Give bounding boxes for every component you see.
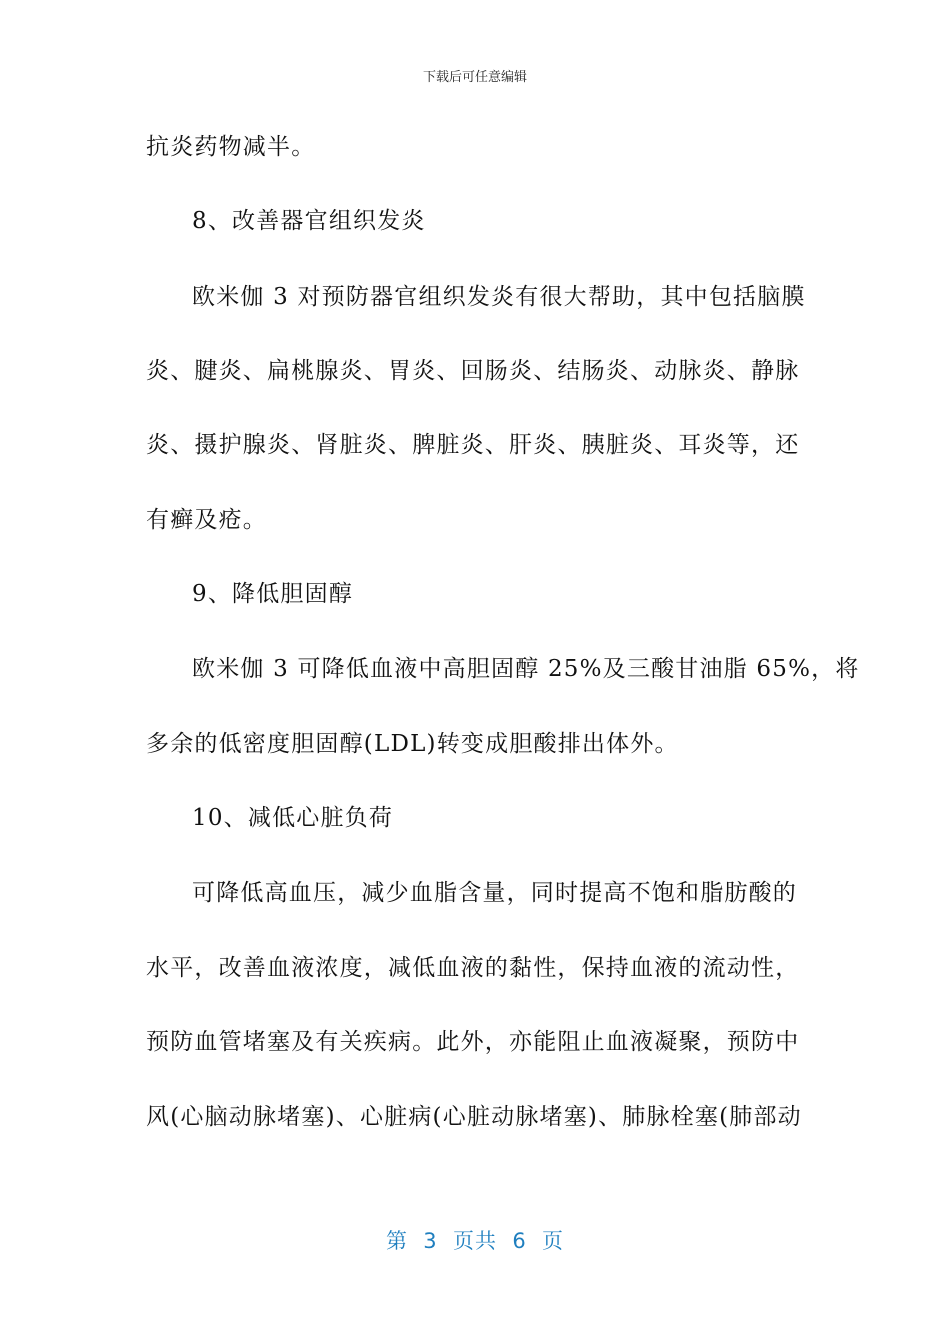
paragraph-line: 有癣及疮。 bbox=[146, 507, 267, 533]
paragraph-line: 炎、腱炎、扁桃腺炎、胃炎、回肠炎、结肠炎、动脉炎、静脉 bbox=[146, 358, 800, 384]
text-line: 抗炎药物减半。 bbox=[146, 134, 316, 160]
paragraph-line: 水平，改善血液浓度，减低血液的黏性，保持血液的流动性， bbox=[146, 955, 800, 981]
page-number-footer: 第 3 页共 6 页 bbox=[385, 1229, 565, 1253]
paragraph-line: 欧米伽 3 可降低血液中高胆固醇 25%及三酸甘油脂 65%，将 bbox=[192, 656, 860, 682]
page-header: 下载后可任意编辑 bbox=[422, 70, 527, 85]
paragraph-line: 风(心脑动脉堵塞)、心脏病(心脏动脉堵塞)、肺脉栓塞(肺部动 bbox=[146, 1104, 802, 1130]
paragraph-line: 预防血管堵塞及有关疾病。此外，亦能阻止血液凝聚，预防中 bbox=[146, 1029, 800, 1055]
paragraph-line: 多余的低密度胆固醇(LDL)转变成胆酸排出体外。 bbox=[146, 731, 679, 757]
section-heading: 8、改善器官组织发炎 bbox=[192, 208, 426, 234]
paragraph-line: 欧米伽 3 对预防器官组织发炎有很大帮助，其中包括脑膜 bbox=[192, 284, 806, 310]
section-heading: 10、减低心脏负荷 bbox=[192, 805, 394, 831]
paragraph-line: 炎、摄护腺炎、肾脏炎、脾脏炎、肝炎、胰脏炎、耳炎等，还 bbox=[146, 432, 800, 458]
section-heading: 9、降低胆固醇 bbox=[192, 581, 354, 607]
paragraph-line: 可降低高血压，减少血脂含量，同时提高不饱和脂肪酸的 bbox=[192, 880, 797, 906]
